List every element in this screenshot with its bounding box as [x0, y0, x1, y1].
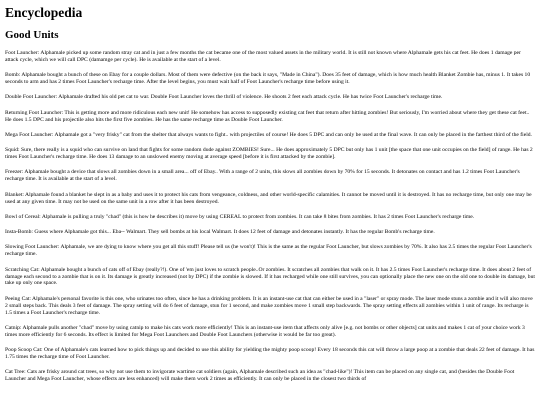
entry-cat-tree: Cat Tree: Cats are frisky around cat trees, so why not use them to invigorate wartime cat soldiers (again, Alphamale described such an idea as "chad-like")! This item can be placed on any single cat, and (besides the Double Foot Launcher and Mega Foot Launcher, whose effects are less enhanced) will make them work 2 times as efficiently. It can only be placed in the closest two thirds of — [5, 369, 515, 383]
entry-bowl-of-cereal: Bowl of Cereal: Alphamale is pulling a truly "chad" (this is how he describes it) move by using CEREAL to protect from zombies. It can take 8 bites from zombies. It has 2 times Foot Launcher's recharge time. — [5, 213, 475, 220]
entry-blanket: Blanket: Alphamale found a blanket he slept in as a baby and uses it to protect his cats from vengeance, coldness, and other world-specific calamities. It cannot be moved until it is destroyed. It has no recharge time, but only one may be used at any given time. It may not be used on the same unit in a row after it has been destroyed. — [5, 191, 532, 205]
entry-bomb: Bomb: Alphamale bought a bunch of these on Ebay for a couple dollars. Most of them were defective (on the back it says, "Made in China"). Does 35 feet of damage, which is how much health Blanket Zombie has, minus 1. It takes 10 seconds to arm and has 2 times Foot Launcher's recharge time. After the level begins, you must wait half of Foot Launcher's recharge time before using it. — [5, 72, 531, 86]
entry-slowing-foot-launcher: Slowing Foot Launcher: Alphamale, we are dying to know where you get all this stuff! Please tell us (he won't)! This is the same as the regular Foot Launcher, but slows zombies by 70%. It also has 2.5 times the regular Foot Launcher's recharge time. — [5, 244, 532, 258]
entry-scratching-cat: Scratching Cat: Alphamale bought a bunch of cats off of Ebay (really?!). One of 'em just loves to scratch people..Or zombies. It scratches all zombies that walk on it. It has 2.5 times Foot Launcher's recharge time. It does about 2 feet of damage each second to a zombie that is on it. Its damage is greatly increased (not by DPC) if the zombie is slowed. If it has recharged while one still survives, you can optionally place the new one on the old one to double its damage, but take up only one space. — [5, 266, 535, 287]
entry-foot-launcher: Foot Launcher: Alphamale picked up some random stray cat and in just a few months the cat became one of the most valued assets in the military world. It is still not known where Alphamale gets his cat feet. He does 1 damage per attack cycle, which we will call DPC (damamge per cycle). He is available at the start of a level. — [5, 50, 521, 63]
entry-insta-bomb: Insta-Bomb: Guess where Alphamale got this... Eba-- Walmart. They sell bombs at his local Walmart. It does 12 feet of damage and detonates instantly. It has the regular Bomb's recharge time. — [5, 229, 435, 236]
page-title: Encyclopedia — [5, 5, 83, 20]
entry-catnip: Catnip: Alphamale pulls another "chad" move by using catnip to make his cats work more efficiently! This is an instant-use item that affects only alive [e.g. not bombs or other objects] cat units and makes 1 cat of your choice work 3 times more efficiently for 6 seconds. Its effect is limited for Mega Foot Launchers and Double Foot Launchers (otherwise it would be far too great). — [5, 324, 525, 338]
entry-poop-scoop-cat: Poop Scoop Cat: One of Alphamale's cats learned how to pick things up and decided to use this ability for yielding the mighty poop scoop! Every 18 seconds this cat will throw a large poop at a zombie that deals 22 feet of damage. It has 1.75 times the recharge time of Foot Launcher. — [5, 347, 535, 360]
entry-double-foot-launcher: Double Foot Launcher: Alphamale drafted his old pet cat to war. Double Foot Launcher loves the thrill of violence. He shoots 2 feet each attack cycle. He has twice Foot Launcher's recharge time. — [5, 94, 443, 101]
entry-mega-foot-launcher: Mega Foot Launcher: Alphamale got a "very frisky" cat from the shelter that always wants to fight.. with projectiles of course! He does 5 DPC and can only be used at the final wave. It can only be placed in the farthest third of the field. — [5, 131, 532, 138]
section-heading: Good Units — [5, 29, 59, 41]
entry-freezer: Freezer: Alphamale bought a device that slows all zombies down in a small area... off of Ebay.. With a range of 2 units, this slows all zombies down by 70% for 15 seconds. It detonates on contact and has 1.2 times Foot Launcher's recharge time. It is available at the start of a level. — [5, 169, 520, 183]
entry-squid: Squid: Sure, there really is a squid who can survive on land that fights for some random dude against ZOMBIES! Sure... He does approximately 5 DPC but only has 1 unit [the space that one unit occupies on the field] of range. He has 2 times Foot Launcher's recharge time. He does 13 damage to an unslowed enemy moving at average speed [before it is first attacked by the zombie]. — [5, 147, 533, 161]
entry-peeing-cat: Peeing Cat: Alphamale's personal favorite is this one, who urinates too often, since he has a drinking problem. It is an instant-use cat that can either be used in a "laser" or spray mode. The laser mode stuns a zombie and it will also move 2 small steps back. This deals 3 feet of damage. The spray setting will do 6 feet of damage, stun for 1 second, and make zombies move 1 small step backwards. The spray setting effects all zombies within 1 unit of range. Its recharge is 1.5 times a Foot Launcher's recharge time. — [5, 295, 533, 316]
entry-returning-foot-launcher: Returning Foot Launcher: This is getting more and more ridiculous each new unit! He somehow has access to supposedly existing cat feet that return after hitting zombies! But seriously, I'm worried about where they get these cat feet.. He does 1.5 DPC and his projectile also hits the first five zombies. He has the same recharge time as Double Foot Launcher. — [5, 109, 530, 123]
